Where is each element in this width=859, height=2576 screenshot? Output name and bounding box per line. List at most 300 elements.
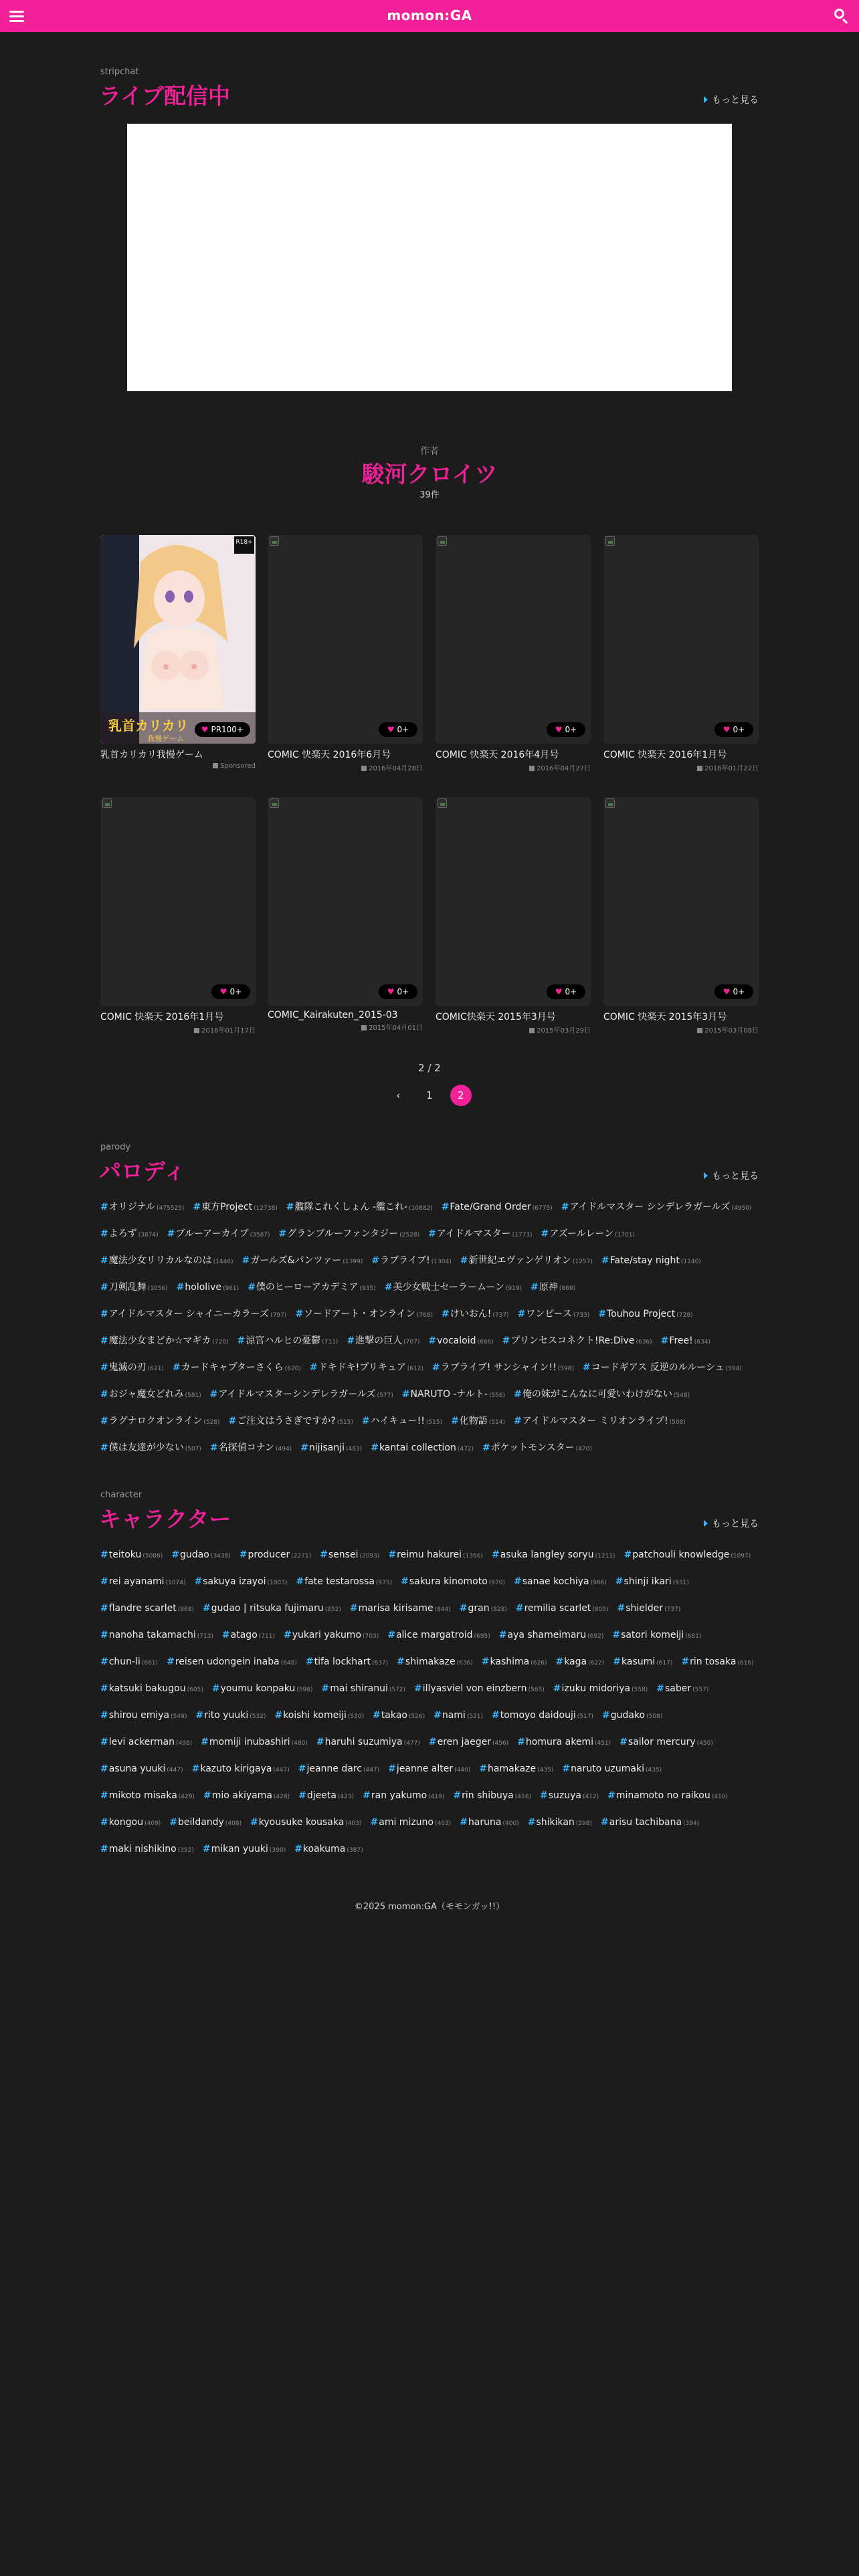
tag-link[interactable] bbox=[100, 1542, 163, 1569]
tag-count: (975) bbox=[375, 1580, 393, 1586]
tag-link[interactable] bbox=[617, 1596, 681, 1622]
tag-name: よろず bbox=[108, 1228, 137, 1239]
tag-link[interactable] bbox=[322, 1676, 406, 1703]
tag-count: (447) bbox=[167, 1767, 183, 1774]
tag-link[interactable] bbox=[350, 1596, 451, 1622]
tag-count: (720) bbox=[212, 1339, 229, 1346]
live-more-link[interactable] bbox=[704, 93, 759, 106]
tag-link[interactable] bbox=[274, 1703, 364, 1729]
tag-name: katsuki bakugou bbox=[108, 1683, 186, 1694]
hash-icon: # bbox=[100, 1549, 108, 1560]
hash-icon: # bbox=[294, 1844, 302, 1854]
tag-link[interactable] bbox=[167, 1649, 297, 1676]
tag-link[interactable] bbox=[100, 1729, 192, 1756]
heart-icon: ♥ bbox=[555, 987, 563, 996]
tag-count: (931) bbox=[672, 1580, 689, 1586]
likes-count: 0+ bbox=[229, 987, 242, 996]
tag-link[interactable] bbox=[397, 1649, 473, 1676]
tag-name: アイドルマスター bbox=[436, 1228, 511, 1239]
live-stream-embed[interactable] bbox=[127, 124, 732, 391]
hash-icon: # bbox=[373, 1710, 381, 1721]
ad-banner-text: 乳首カリカリ bbox=[108, 718, 189, 734]
likes-count: 0+ bbox=[733, 987, 745, 996]
heart-icon: ♥ bbox=[387, 725, 395, 734]
hash-icon: # bbox=[239, 1549, 248, 1560]
tag-link[interactable] bbox=[514, 1569, 607, 1596]
hash-icon: # bbox=[562, 1763, 571, 1774]
tag-name: reimu hakurei bbox=[397, 1549, 462, 1560]
tag-link[interactable] bbox=[100, 1194, 184, 1221]
tag-link[interactable] bbox=[492, 1542, 615, 1569]
tag-link[interactable] bbox=[295, 1301, 433, 1328]
work-thumbnail bbox=[100, 797, 256, 1006]
tag-link[interactable] bbox=[100, 1676, 203, 1703]
tag-link[interactable] bbox=[279, 1221, 420, 1248]
hash-icon: # bbox=[371, 1442, 379, 1453]
hash-icon: # bbox=[481, 1656, 490, 1667]
tag-count: (508) bbox=[669, 1419, 686, 1426]
calendar-icon bbox=[529, 766, 535, 771]
hash-icon: # bbox=[601, 1817, 609, 1828]
tag-name: Fate/Grand Order bbox=[450, 1202, 531, 1212]
tag-link[interactable] bbox=[250, 1810, 361, 1836]
tag-name: Fate/stay night bbox=[609, 1255, 680, 1266]
parody-tag-list bbox=[100, 1194, 763, 1462]
tag-link[interactable] bbox=[100, 1756, 183, 1783]
hash-icon: # bbox=[100, 1309, 108, 1319]
hash-icon: # bbox=[202, 1844, 211, 1854]
tag-link[interactable] bbox=[100, 1275, 168, 1301]
tag-link[interactable] bbox=[210, 1435, 292, 1462]
tag-link[interactable] bbox=[203, 1783, 290, 1810]
hash-icon: # bbox=[517, 1309, 526, 1319]
hash-icon: # bbox=[295, 1309, 304, 1319]
tag-link[interactable] bbox=[429, 1729, 508, 1756]
work-title: COMIC 快楽天 2016年4月号 bbox=[436, 750, 559, 760]
likes-badge bbox=[211, 984, 250, 999]
tag-link[interactable] bbox=[619, 1729, 713, 1756]
tag-link[interactable] bbox=[482, 1649, 547, 1676]
tag-name: kazuto kirigaya bbox=[200, 1763, 272, 1774]
search-icon[interactable] bbox=[834, 8, 850, 24]
hash-icon: # bbox=[601, 1710, 610, 1721]
hash-icon: # bbox=[202, 1603, 211, 1614]
tag-link[interactable] bbox=[541, 1221, 636, 1248]
tag-name: izuku midoriya bbox=[561, 1683, 631, 1694]
tag-link[interactable] bbox=[203, 1836, 286, 1863]
hash-icon: # bbox=[492, 1710, 500, 1721]
tag-link[interactable] bbox=[294, 1836, 363, 1863]
work-card[interactable] bbox=[436, 797, 591, 1035]
hash-icon: # bbox=[388, 1549, 397, 1560]
tag-count: (617) bbox=[656, 1660, 673, 1667]
tag-link[interactable] bbox=[100, 1301, 286, 1328]
tag-count: (409) bbox=[145, 1820, 161, 1827]
tag-link[interactable] bbox=[100, 1836, 194, 1863]
tag-link[interactable] bbox=[442, 1301, 509, 1328]
hash-icon: # bbox=[502, 1335, 510, 1346]
tag-count: (612) bbox=[407, 1366, 423, 1372]
tag-link[interactable] bbox=[502, 1328, 652, 1355]
tag-link[interactable] bbox=[516, 1596, 609, 1622]
broken-image-icon bbox=[270, 798, 279, 808]
tag-count: (428) bbox=[273, 1794, 290, 1800]
tag-link[interactable] bbox=[320, 1542, 379, 1569]
tag-count: (622) bbox=[588, 1660, 605, 1667]
tag-count: (475525) bbox=[157, 1205, 185, 1212]
hash-icon: # bbox=[100, 1790, 108, 1801]
tag-link[interactable] bbox=[100, 1703, 187, 1729]
tag-name: illyasviel von einzbern bbox=[422, 1683, 527, 1694]
tag-link[interactable] bbox=[451, 1408, 505, 1435]
tag-name: minamoto no raikou bbox=[615, 1790, 710, 1801]
tag-link[interactable] bbox=[192, 1756, 290, 1783]
tag-link[interactable] bbox=[100, 1435, 201, 1462]
tag-link[interactable] bbox=[414, 1676, 545, 1703]
parody-more-link[interactable] bbox=[704, 1169, 759, 1182]
tag-link[interactable] bbox=[460, 1810, 518, 1836]
work-card[interactable] bbox=[603, 797, 759, 1035]
tag-name: nanoha takamachi bbox=[108, 1630, 196, 1640]
hash-icon: # bbox=[100, 1416, 108, 1426]
tag-link[interactable] bbox=[284, 1622, 379, 1649]
tag-link[interactable] bbox=[612, 1622, 701, 1649]
tag-link[interactable] bbox=[514, 1408, 686, 1435]
tag-count: (577) bbox=[377, 1392, 393, 1399]
tag-name: ソードアート・オンライン bbox=[304, 1309, 415, 1319]
hash-icon: # bbox=[612, 1630, 621, 1640]
tag-name: satori komeiji bbox=[621, 1630, 684, 1640]
tag-count: (581) bbox=[185, 1392, 201, 1399]
tag-count: (419) bbox=[428, 1794, 445, 1800]
tag-name: koishi komeiji bbox=[283, 1710, 347, 1721]
tag-link[interactable] bbox=[432, 1355, 574, 1382]
tag-name: ドキドキ!プリキュア bbox=[318, 1362, 406, 1373]
hash-icon: # bbox=[607, 1790, 615, 1801]
tag-link[interactable] bbox=[661, 1328, 710, 1355]
tag-name: jeanne alter bbox=[396, 1763, 454, 1774]
tag-link[interactable] bbox=[222, 1622, 275, 1649]
tag-count: (451) bbox=[594, 1740, 611, 1747]
tag-link[interactable] bbox=[195, 1569, 288, 1596]
hash-icon: # bbox=[347, 1335, 355, 1346]
tag-link[interactable] bbox=[613, 1649, 672, 1676]
tag-link[interactable] bbox=[681, 1649, 753, 1676]
hash-icon: # bbox=[432, 1362, 440, 1373]
tag-count: (548) bbox=[673, 1392, 690, 1399]
tag-link[interactable] bbox=[229, 1408, 353, 1435]
tag-link[interactable] bbox=[428, 1221, 532, 1248]
likes-count: 0+ bbox=[397, 987, 409, 996]
tag-link[interactable] bbox=[310, 1355, 423, 1382]
hash-icon: # bbox=[100, 1656, 108, 1667]
tag-link[interactable] bbox=[173, 1355, 301, 1382]
tag-link[interactable] bbox=[385, 1275, 522, 1301]
tag-count: (472) bbox=[457, 1446, 474, 1453]
hash-icon: # bbox=[553, 1683, 561, 1694]
tag-name: chun-li bbox=[108, 1656, 140, 1667]
tag-link[interactable] bbox=[100, 1382, 201, 1408]
tag-name: アイドルマスター シンデレラガールズ bbox=[569, 1202, 731, 1212]
tag-link[interactable] bbox=[371, 1810, 452, 1836]
tag-link[interactable] bbox=[100, 1783, 195, 1810]
tag-link[interactable] bbox=[583, 1355, 742, 1382]
hash-icon: # bbox=[363, 1790, 371, 1801]
tag-link[interactable] bbox=[100, 1810, 161, 1836]
tag-name: mikoto misaka bbox=[108, 1790, 177, 1801]
tag-link[interactable] bbox=[388, 1542, 483, 1569]
tag-name: rin shibuya bbox=[462, 1790, 514, 1801]
tag-link[interactable] bbox=[237, 1328, 339, 1355]
tag-count: (797) bbox=[270, 1312, 287, 1319]
tag-link[interactable] bbox=[371, 1248, 451, 1275]
tag-name: 僕のヒーローアカデミア bbox=[256, 1282, 359, 1293]
tag-link[interactable] bbox=[373, 1703, 425, 1729]
tag-count: (10882) bbox=[409, 1205, 433, 1212]
tag-link[interactable] bbox=[555, 1649, 604, 1676]
work-card[interactable] bbox=[603, 535, 759, 772]
hash-icon: # bbox=[100, 1576, 108, 1587]
tag-count: (412) bbox=[582, 1794, 599, 1800]
tag-link[interactable] bbox=[402, 1382, 505, 1408]
tag-link[interactable] bbox=[518, 1301, 590, 1328]
site-logo[interactable]: momon:GA bbox=[387, 7, 472, 23]
tag-link[interactable] bbox=[100, 1355, 164, 1382]
hash-icon: # bbox=[209, 1442, 218, 1453]
tag-link[interactable] bbox=[240, 1542, 311, 1569]
tag-name: 進撃の巨人 bbox=[355, 1335, 403, 1346]
tag-name: gudao | ritsuka fujimaru bbox=[211, 1603, 324, 1614]
tag-name: nijisanji bbox=[308, 1442, 345, 1453]
tag-count: (598) bbox=[296, 1687, 313, 1693]
tag-count: (392) bbox=[177, 1847, 194, 1854]
tag-count: (1074) bbox=[165, 1580, 186, 1586]
tag-link[interactable] bbox=[615, 1569, 689, 1596]
tag-link[interactable] bbox=[100, 1596, 194, 1622]
broken-image-icon bbox=[270, 536, 279, 546]
tag-link[interactable] bbox=[195, 1703, 266, 1729]
tag-link[interactable] bbox=[169, 1810, 242, 1836]
tag-link[interactable] bbox=[528, 1810, 592, 1836]
hash-icon: # bbox=[619, 1737, 628, 1747]
tag-count: (447) bbox=[273, 1767, 290, 1774]
tag-count: (456) bbox=[492, 1740, 509, 1747]
hash-icon: # bbox=[100, 1228, 108, 1239]
work-date-text: 2016年01月22日 bbox=[704, 765, 759, 772]
tag-link[interactable] bbox=[387, 1622, 490, 1649]
heart-icon: ♥ bbox=[219, 987, 227, 996]
tag-link[interactable] bbox=[248, 1275, 376, 1301]
triangle-right-icon bbox=[704, 96, 708, 103]
tag-link[interactable] bbox=[434, 1703, 483, 1729]
hash-icon: # bbox=[434, 1710, 442, 1721]
tag-link[interactable] bbox=[561, 1194, 752, 1221]
tag-link[interactable] bbox=[347, 1328, 419, 1355]
hash-icon: # bbox=[441, 1202, 450, 1212]
hash-icon: # bbox=[316, 1737, 324, 1747]
hash-icon: # bbox=[100, 1442, 108, 1453]
hash-icon: # bbox=[514, 1389, 522, 1400]
tag-link[interactable] bbox=[371, 1435, 474, 1462]
work-card[interactable] bbox=[268, 535, 423, 772]
hash-icon: # bbox=[274, 1710, 283, 1721]
tag-name: youmu konpaku bbox=[220, 1683, 296, 1694]
work-thumbnail bbox=[603, 797, 759, 1006]
work-card[interactable] bbox=[436, 535, 591, 772]
tag-count: (530) bbox=[347, 1713, 365, 1720]
tag-count: (572) bbox=[389, 1687, 406, 1693]
tag-link[interactable] bbox=[177, 1275, 240, 1301]
tag-count: (435) bbox=[645, 1767, 662, 1774]
pagination-page[interactable]: 1 bbox=[426, 1089, 433, 1101]
hash-icon: # bbox=[539, 1790, 548, 1801]
tag-link[interactable] bbox=[601, 1810, 699, 1836]
tag-link[interactable] bbox=[499, 1622, 604, 1649]
tag-link[interactable] bbox=[242, 1248, 363, 1275]
tag-link[interactable] bbox=[296, 1569, 392, 1596]
hash-icon: # bbox=[100, 1362, 108, 1373]
hash-icon: # bbox=[195, 1710, 204, 1721]
tag-name: ラブライブ! bbox=[380, 1255, 430, 1266]
tag-count: (828) bbox=[490, 1606, 507, 1613]
tag-link[interactable] bbox=[479, 1756, 553, 1783]
tag-link[interactable] bbox=[428, 1328, 493, 1355]
tag-link[interactable] bbox=[531, 1275, 575, 1301]
tag-name: eren jaeger bbox=[437, 1737, 491, 1747]
tag-name: koakuma bbox=[302, 1844, 346, 1854]
hash-icon: # bbox=[100, 1603, 108, 1614]
tag-name: 僕は友達が少ない bbox=[108, 1442, 184, 1453]
tag-link[interactable] bbox=[601, 1248, 701, 1275]
work-date bbox=[603, 1025, 759, 1035]
tag-link[interactable] bbox=[193, 1194, 277, 1221]
tag-count: (2528) bbox=[399, 1232, 420, 1239]
tag-link[interactable] bbox=[388, 1756, 470, 1783]
tag-count: (1773) bbox=[512, 1232, 533, 1239]
tag-link[interactable] bbox=[212, 1676, 313, 1703]
hash-icon: # bbox=[169, 1817, 178, 1828]
tag-link[interactable] bbox=[298, 1783, 354, 1810]
tag-name: アイドルマスター ミリオンライブ! bbox=[522, 1416, 668, 1426]
hash-icon: # bbox=[298, 1790, 306, 1801]
tag-link[interactable] bbox=[624, 1542, 751, 1569]
tag-count: (483) bbox=[346, 1446, 363, 1453]
tag-name: ラグナロクオンライン bbox=[108, 1416, 203, 1426]
hash-icon: # bbox=[171, 1549, 180, 1560]
work-card[interactable] bbox=[268, 797, 423, 1032]
tag-link[interactable] bbox=[514, 1382, 690, 1408]
tag-link[interactable] bbox=[100, 1328, 229, 1355]
tag-name: fate testarossa bbox=[304, 1576, 375, 1587]
hash-icon: # bbox=[211, 1683, 220, 1694]
author-work-count: 39件 bbox=[419, 490, 440, 500]
tag-link[interactable] bbox=[171, 1542, 230, 1569]
work-thumbnail bbox=[436, 535, 591, 744]
work-meta-text: Sponsored bbox=[220, 762, 256, 770]
tag-name: 名探偵コナン bbox=[218, 1442, 274, 1453]
tag-name: ガールズ&パンツァー bbox=[250, 1255, 342, 1266]
hash-icon: # bbox=[250, 1817, 258, 1828]
tag-link[interactable] bbox=[442, 1194, 553, 1221]
tag-link[interactable] bbox=[401, 1569, 505, 1596]
hash-icon: # bbox=[371, 1255, 380, 1266]
hash-icon: # bbox=[517, 1737, 525, 1747]
character-more-link[interactable] bbox=[704, 1517, 759, 1530]
tag-link[interactable] bbox=[100, 1248, 233, 1275]
tag-name: ハイキュー!! bbox=[370, 1416, 425, 1426]
tag-link[interactable] bbox=[300, 1435, 362, 1462]
tag-link[interactable] bbox=[298, 1756, 379, 1783]
hash-icon: # bbox=[428, 1335, 437, 1346]
work-card[interactable] bbox=[100, 797, 256, 1035]
tag-link[interactable] bbox=[517, 1729, 611, 1756]
tag-name: shikikan bbox=[536, 1817, 575, 1828]
calendar-icon bbox=[529, 1028, 535, 1033]
tag-link[interactable] bbox=[286, 1194, 433, 1221]
tag-name: 魔法少女リリカルなのは bbox=[108, 1255, 212, 1266]
tag-count: (1366) bbox=[463, 1553, 483, 1560]
tag-name: sakura kinomoto bbox=[409, 1576, 488, 1587]
pagination-page-current[interactable]: 2 bbox=[450, 1085, 472, 1106]
author-label: 作者 bbox=[420, 446, 439, 457]
tag-name: sanae kochiya bbox=[522, 1576, 589, 1587]
tag-link[interactable] bbox=[316, 1729, 420, 1756]
work-card-ad[interactable] bbox=[100, 535, 256, 770]
tag-link[interactable] bbox=[598, 1301, 692, 1328]
hash-icon: # bbox=[459, 1603, 468, 1614]
hash-icon: # bbox=[582, 1362, 591, 1373]
tag-link[interactable] bbox=[540, 1783, 599, 1810]
tag-link[interactable] bbox=[210, 1382, 393, 1408]
tag-link[interactable] bbox=[306, 1649, 388, 1676]
tag-link[interactable] bbox=[201, 1729, 308, 1756]
tag-link[interactable] bbox=[453, 1783, 531, 1810]
tag-link[interactable] bbox=[100, 1622, 213, 1649]
calendar-icon bbox=[697, 1028, 702, 1033]
tag-link[interactable] bbox=[460, 1248, 593, 1275]
tag-count: (4950) bbox=[731, 1205, 752, 1212]
tag-count: (558) bbox=[632, 1687, 648, 1693]
tag-link[interactable] bbox=[482, 1435, 592, 1462]
tag-link[interactable] bbox=[492, 1703, 593, 1729]
parody-section-title: パロディ bbox=[99, 1158, 186, 1184]
tag-link[interactable] bbox=[656, 1676, 708, 1703]
tag-count: (626) bbox=[531, 1660, 547, 1667]
tag-count: (1257) bbox=[572, 1259, 593, 1265]
tag-link[interactable] bbox=[602, 1703, 662, 1729]
tag-link[interactable] bbox=[100, 1408, 220, 1435]
tag-link[interactable] bbox=[100, 1569, 186, 1596]
heart-icon: ♥ bbox=[723, 725, 731, 734]
tag-link[interactable] bbox=[460, 1596, 507, 1622]
pagination-prev[interactable]: ‹ bbox=[396, 1089, 401, 1101]
tag-link[interactable] bbox=[553, 1676, 648, 1703]
tag-link[interactable] bbox=[362, 1408, 442, 1435]
tag-count: (711) bbox=[322, 1339, 339, 1346]
tag-link[interactable] bbox=[203, 1596, 341, 1622]
tag-count: (435) bbox=[537, 1767, 554, 1774]
hash-icon: # bbox=[100, 1335, 108, 1346]
work-title: 乳首カリカリ我慢ゲーム bbox=[100, 750, 203, 760]
hash-icon: # bbox=[209, 1389, 218, 1400]
tag-link[interactable] bbox=[100, 1649, 158, 1676]
tag-link[interactable] bbox=[167, 1221, 270, 1248]
tag-link[interactable] bbox=[100, 1221, 159, 1248]
tag-link[interactable] bbox=[562, 1756, 662, 1783]
tag-link[interactable] bbox=[607, 1783, 728, 1810]
tag-count: (387) bbox=[347, 1847, 363, 1854]
tag-link[interactable] bbox=[363, 1783, 444, 1810]
